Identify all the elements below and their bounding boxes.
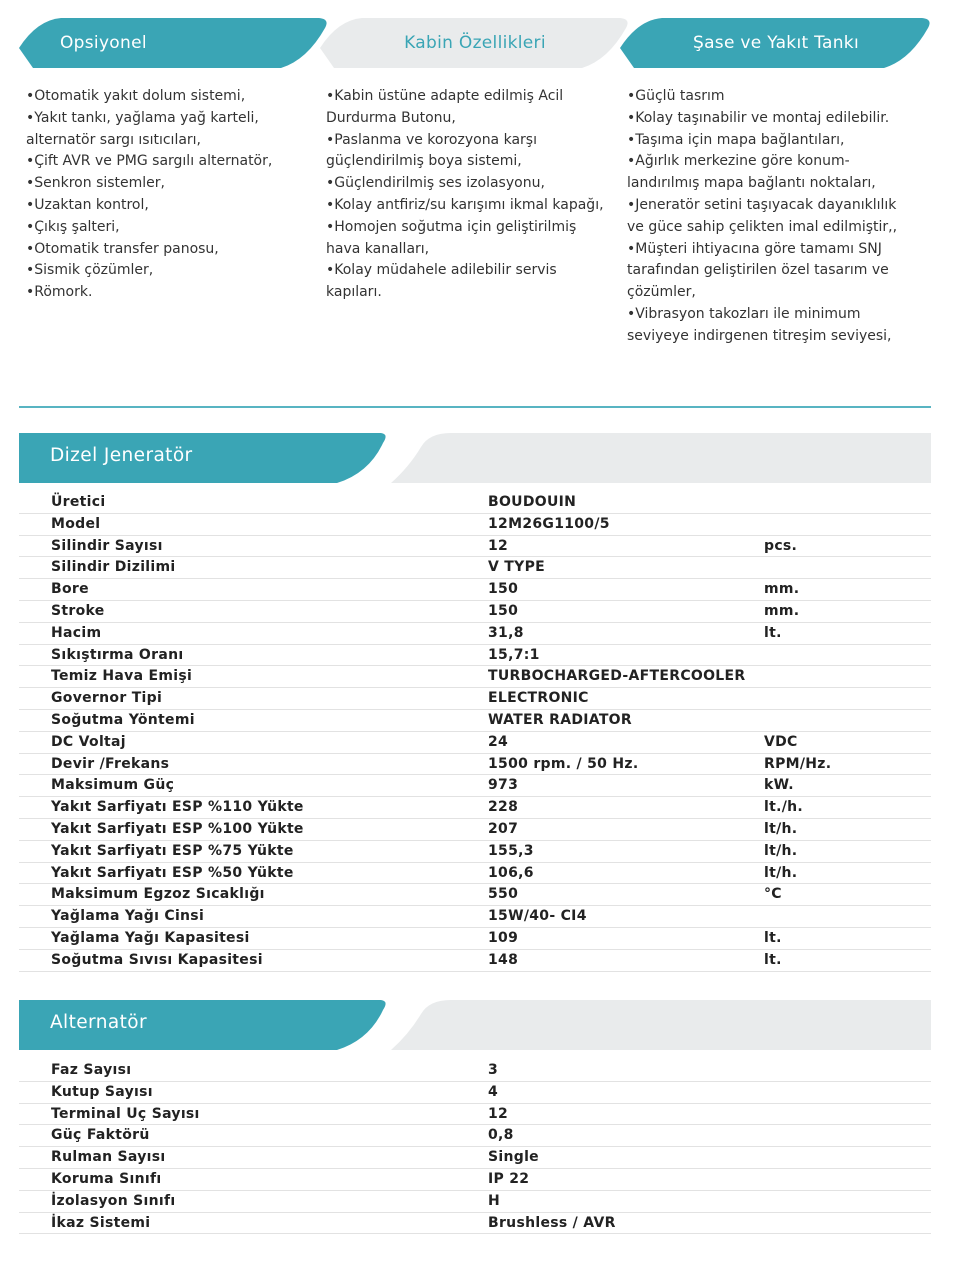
list-item: •Sismik çözümler, bbox=[26, 262, 154, 279]
row-value: BOUDOUIN bbox=[488, 494, 577, 510]
table-row bbox=[19, 1147, 931, 1169]
row-label: Maksimum Güç bbox=[51, 777, 175, 794]
list-item: kapıları. bbox=[326, 284, 382, 301]
kabin-list bbox=[326, 86, 604, 304]
list-item: hava kanalları, bbox=[326, 240, 430, 257]
sase-list bbox=[627, 86, 897, 348]
list-item: •Taşıma için mapa bağlantıları, bbox=[627, 131, 845, 148]
row-value: 207 bbox=[488, 820, 519, 837]
row-label: Bore bbox=[51, 581, 89, 598]
tab-opsiyonel bbox=[19, 18, 329, 68]
row-label: Soğutma Sıvısı Kapasitesi bbox=[51, 951, 263, 968]
list-item: landırılmış mapa bağlantı noktaları, bbox=[627, 175, 876, 192]
row-value: 15,7:1 bbox=[488, 646, 540, 663]
table-row bbox=[19, 1082, 931, 1104]
row-unit: kW. bbox=[764, 777, 794, 794]
row-value: 15W/40- CI4 bbox=[488, 908, 587, 925]
row-label: Yağlama Yağı Kapasitesi bbox=[51, 929, 250, 946]
row-label: Stroke bbox=[51, 602, 105, 619]
row-unit: °C bbox=[764, 886, 782, 903]
row-value: 148 bbox=[488, 951, 519, 968]
table-row bbox=[19, 1060, 931, 1082]
row-value: 550 bbox=[488, 886, 519, 903]
table-row bbox=[19, 841, 931, 863]
row-label: Yakıt Sarfiyatı ESP %75 Yükte bbox=[51, 842, 294, 859]
list-item: •Uzaktan kontrol, bbox=[26, 196, 149, 213]
row-value: 106,6 bbox=[488, 864, 534, 881]
row-label: Rulman Sayısı bbox=[51, 1149, 166, 1166]
table-row bbox=[19, 950, 931, 972]
row-value: 0,8 bbox=[488, 1127, 514, 1144]
row-value: 3 bbox=[488, 1062, 499, 1078]
table-row bbox=[19, 1104, 931, 1126]
row-label: DC Voltaj bbox=[51, 733, 126, 750]
row-unit: lt/h. bbox=[764, 842, 798, 859]
row-label: Terminal Uç Sayısı bbox=[51, 1105, 200, 1122]
row-value: Brushless / AVR bbox=[488, 1214, 616, 1231]
row-value: 1500 rpm. / 50 Hz. bbox=[488, 755, 639, 772]
table-row bbox=[19, 1125, 931, 1147]
table-row bbox=[19, 557, 931, 579]
list-item: •Kolay taşınabilir ve montaj edilebilir. bbox=[627, 109, 890, 126]
table-row bbox=[19, 623, 931, 645]
table-row bbox=[19, 732, 931, 754]
dizel-header bbox=[19, 433, 931, 483]
row-label: Maksimum Egzoz Sıcaklığı bbox=[51, 886, 265, 903]
list-item: •Homojen soğutma için geliştirilmiş bbox=[326, 218, 577, 235]
row-label: Yakıt Sarfiyatı ESP %50 Yükte bbox=[51, 864, 294, 881]
row-value: Single bbox=[488, 1149, 539, 1166]
row-label: Faz Sayısı bbox=[51, 1062, 132, 1078]
opsiyonel-list bbox=[26, 86, 272, 304]
table-row bbox=[19, 645, 931, 667]
list-item: •Müşteri ihtiyacına göre tamamı SNJ bbox=[627, 240, 882, 257]
table-row bbox=[19, 514, 931, 536]
row-value: ELECTRONIC bbox=[488, 690, 589, 707]
row-label: Koruma Sınıfı bbox=[51, 1170, 162, 1187]
row-label: Model bbox=[51, 515, 101, 532]
alternator-header-shape bbox=[19, 1000, 931, 1050]
list-item: •Yakıt tankı, yağlama yağ karteli, bbox=[26, 109, 259, 126]
list-item: •Otomatik yakıt dolum sistemi, bbox=[26, 88, 246, 104]
table-row bbox=[19, 688, 931, 710]
row-value: 109 bbox=[488, 929, 519, 946]
table-row bbox=[19, 1213, 931, 1235]
row-value: 973 bbox=[488, 777, 519, 794]
list-item: •Senkron sistemler, bbox=[26, 175, 166, 192]
row-value: 228 bbox=[488, 799, 519, 816]
row-label: Devir /Frekans bbox=[51, 755, 170, 772]
tab-sase bbox=[620, 18, 932, 68]
table-row bbox=[19, 754, 931, 776]
row-value: 150 bbox=[488, 581, 519, 598]
table-row bbox=[19, 666, 931, 688]
row-label: Silindir Sayısı bbox=[51, 537, 163, 554]
row-unit: lt. bbox=[764, 951, 782, 968]
list-item: •Kolay müdahele adilebilir servis bbox=[326, 262, 557, 279]
list-item: •Kabin üstüne adapte edilmiş Acil bbox=[326, 88, 564, 104]
list-item: •Römork. bbox=[26, 284, 93, 301]
section-divider bbox=[19, 406, 931, 408]
row-value: 12 bbox=[488, 537, 509, 554]
table-row bbox=[19, 710, 931, 732]
row-value: 155,3 bbox=[488, 842, 534, 859]
list-item: •Otomatik transfer panosu, bbox=[26, 240, 219, 257]
list-item: alternatör sargı ısıtıcıları, bbox=[26, 131, 202, 148]
table-row bbox=[19, 928, 931, 950]
list-item: güçlendirilmiş boya sistemi, bbox=[326, 153, 522, 170]
list-item: Durdurma Butonu, bbox=[326, 109, 456, 126]
table-row bbox=[19, 536, 931, 558]
tab-sase-title: Şase ve Yakıt Tankı bbox=[693, 33, 859, 53]
table-row bbox=[19, 906, 931, 928]
list-item: çözümler, bbox=[627, 284, 696, 301]
row-label: Governor Tipi bbox=[51, 690, 163, 707]
row-unit: mm. bbox=[764, 602, 800, 619]
row-value: 150 bbox=[488, 602, 519, 619]
table-row bbox=[19, 797, 931, 819]
table-row bbox=[19, 819, 931, 841]
list-item: ve güce sahip çelikten imal edilmiştir,, bbox=[627, 218, 898, 235]
table-row bbox=[19, 579, 931, 601]
row-value: 4 bbox=[488, 1083, 499, 1100]
row-label: Güç Faktörü bbox=[51, 1127, 150, 1144]
row-label: İzolasyon Sınıfı bbox=[51, 1192, 176, 1209]
list-item: •Güçlü tasrım bbox=[627, 88, 725, 104]
row-label: Üretici bbox=[51, 494, 106, 510]
row-value: 31,8 bbox=[488, 624, 524, 641]
table-row bbox=[19, 884, 931, 906]
table-row bbox=[19, 601, 931, 623]
alternator-title: Alternatör bbox=[50, 1012, 147, 1033]
row-unit: VDC bbox=[764, 733, 798, 750]
row-value: 12 bbox=[488, 1105, 509, 1122]
table-row bbox=[19, 775, 931, 797]
alternator-header bbox=[19, 1000, 931, 1050]
row-unit: lt/h. bbox=[764, 864, 798, 881]
list-item: •Çıkış şalteri, bbox=[26, 218, 120, 235]
row-label: Hacim bbox=[51, 624, 102, 641]
dizel-title: Dizel Jeneratör bbox=[50, 445, 193, 466]
list-item: •Ağırlık merkezine göre konum- bbox=[627, 153, 850, 170]
row-label: İkaz Sistemi bbox=[51, 1214, 151, 1231]
table-row bbox=[19, 1191, 931, 1213]
list-item: •Güçlendirilmiş ses izolasyonu, bbox=[326, 175, 545, 192]
list-item: tarafından geliştirilen özel tasarım ve bbox=[627, 262, 889, 279]
row-label: Yakıt Sarfiyatı ESP %100 Yükte bbox=[51, 820, 304, 837]
dizel-table bbox=[19, 492, 931, 972]
alternator-table bbox=[19, 1060, 931, 1234]
row-unit: RPM/Hz. bbox=[764, 755, 832, 772]
list-item: seviyeye indirgenen titreşim seviyesi, bbox=[627, 327, 892, 344]
row-unit: pcs. bbox=[764, 537, 798, 554]
list-item: •Paslanma ve korozyona karşı bbox=[326, 131, 537, 148]
row-label: Kutup Sayısı bbox=[51, 1083, 153, 1100]
row-unit: lt/h. bbox=[764, 820, 798, 837]
row-unit: lt./h. bbox=[764, 799, 804, 816]
tab-opsiyonel-title: Opsiyonel bbox=[60, 33, 147, 53]
table-row bbox=[19, 1169, 931, 1191]
list-item: •Çift AVR ve PMG sargılı alternatör, bbox=[26, 153, 273, 170]
row-value: IP 22 bbox=[488, 1170, 530, 1187]
list-item: •Kolay antfiriz/su karışımı ikmal kapağı, bbox=[326, 196, 604, 213]
row-value: V TYPE bbox=[488, 559, 546, 576]
row-unit: lt. bbox=[764, 929, 782, 946]
row-label: Soğutma Yöntemi bbox=[51, 711, 195, 728]
row-value: 12M26G1100/5 bbox=[488, 515, 610, 532]
row-unit: mm. bbox=[764, 581, 800, 598]
tab-kabin bbox=[320, 18, 630, 68]
row-value: TURBOCHARGED-AFTERCOOLER bbox=[488, 668, 746, 685]
row-value: WATER RADIATOR bbox=[488, 711, 632, 728]
row-unit: lt. bbox=[764, 624, 782, 641]
row-value: H bbox=[488, 1192, 501, 1209]
table-row bbox=[19, 863, 931, 885]
list-item: •Jeneratör setini taşıyacak dayanıklılık bbox=[627, 196, 897, 213]
table-row bbox=[19, 492, 931, 514]
row-label: Yakıt Sarfiyatı ESP %110 Yükte bbox=[51, 799, 304, 816]
row-label: Temiz Hava Emişi bbox=[51, 668, 193, 685]
row-label: Yağlama Yağı Cinsi bbox=[51, 908, 205, 925]
row-value: 24 bbox=[488, 733, 509, 750]
list-item: •Vibrasyon takozları ile minimum bbox=[627, 305, 861, 322]
row-label: Sıkıştırma Oranı bbox=[51, 646, 184, 663]
row-label: Silindir Dizilimi bbox=[51, 559, 176, 576]
tab-kabin-title: Kabin Özellikleri bbox=[404, 33, 546, 53]
